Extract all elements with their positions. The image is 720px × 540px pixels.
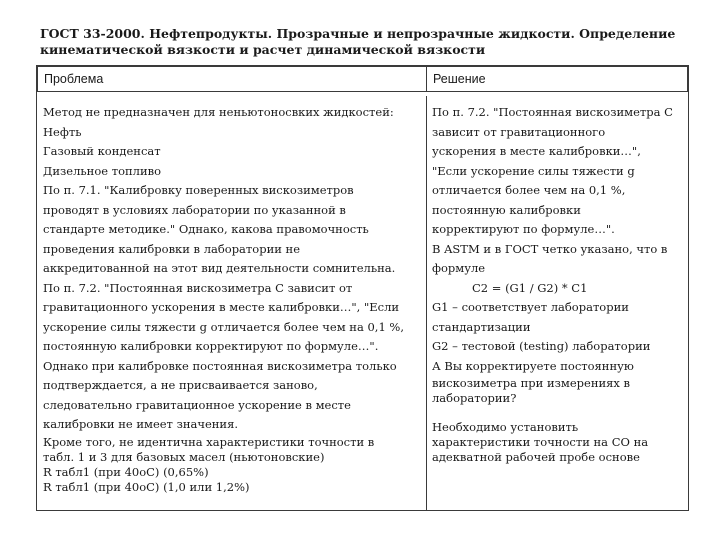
solution-line: G2 – тестовой (testing) лаборатории <box>432 339 651 353</box>
problem-column <box>37 96 427 510</box>
solution-line: А Вы корректируете постоянную <box>432 358 634 373</box>
solution-line: лаборатории? <box>432 391 517 405</box>
solution-line: "Если ускорение силы тяжести g <box>432 163 635 178</box>
solution-line: вискозиметра при измерениях в <box>432 376 631 390</box>
comparison-table <box>36 65 689 511</box>
viscometer-formula: С2 = (G1 / G2) * С1 <box>472 280 588 295</box>
solution-line: корректируют по формуле…". <box>432 222 615 236</box>
solution-line: отличается более чем на 0,1 %, <box>432 183 626 197</box>
problem-line: табл. 1 и 3 для базовых масел (ньютоновские) <box>43 449 325 464</box>
header-solution: Решение <box>426 66 688 92</box>
problem-line: По п. 7.2. "Постоянная вискозиметра С зависит от <box>43 280 353 295</box>
solution-line: Необходимо установить <box>432 420 579 434</box>
problem-line: R табл1 (при 40оС) (1,0 или 1,2%) <box>43 479 250 494</box>
problem-line: подтверждается, а не присваивается заново, <box>43 378 318 392</box>
problem-line: проведения калибровки в лаборатории не <box>43 241 301 256</box>
problem-line: ускорение силы тяжести g отличается более чем на 0,1 %, <box>43 319 405 334</box>
solution-line: формуле <box>432 261 486 275</box>
paragraph-gap <box>432 406 688 420</box>
problem-line: гравитационного ускорения в месте калибровки…", "Если <box>43 300 400 314</box>
problem-line: постоянную калибровки корректируют по формуле…". <box>43 339 379 353</box>
problem-line: Метод не предназначен для неньютоносвких жидкостей: <box>43 105 394 119</box>
solution-line: По п. 7.2. "Постоянная вискозиметра С <box>432 105 673 119</box>
solution-line: зависит от гравитационного <box>432 124 606 139</box>
solution-line: G1 – соответствует лаборатории <box>432 300 629 314</box>
problem-line: Газовый конденсат <box>43 144 161 158</box>
solution-line: постоянную калибровки <box>432 202 581 217</box>
problem-line: следовательно гравитационное ускорение в месте <box>43 397 351 412</box>
problem-line: По п. 7.1. "Калибровку поверенных вискозиметров <box>43 183 354 197</box>
title-line-1: ГОСТ 33-2000. Нефтепродукты. Прозрачные и непрозрачные жидкости. Определение <box>40 26 676 41</box>
slide-title <box>40 26 680 58</box>
problem-line: Нефть <box>43 124 82 139</box>
solution-line: адекватной рабочей пробе основе <box>432 450 640 464</box>
problem-line: R табл1 (при 40оС) (0,65%) <box>43 464 209 479</box>
header-problem: Проблема <box>37 66 427 92</box>
problem-line: Дизельное топливо <box>43 163 162 178</box>
problem-line: Кроме того, не идентична характеристики точности в <box>43 434 375 449</box>
problem-line: калибровки не имеет значения. <box>43 417 239 431</box>
problem-text <box>43 103 426 495</box>
solution-line: характеристики точности на СО на <box>432 435 649 449</box>
solution-column <box>426 96 688 510</box>
problem-line: проводят в условиях лаборатории по указанной в <box>43 202 346 217</box>
solution-line: стандартизации <box>432 319 531 334</box>
problem-line: стандарте методике." Однако, какова правомочность <box>43 222 369 236</box>
title-line-2: кинематической вязкости и расчет динамической вязкости <box>40 42 486 57</box>
solution-line: ускорения в месте калибровки…", <box>432 144 641 158</box>
problem-line: аккредитованной на этот вид деятельности сомнительна. <box>43 261 396 275</box>
problem-line: Однако при калибровке постоянная вискозиметра только <box>43 358 397 373</box>
solution-line: В ASTM и в ГОСТ четко указано, что в <box>432 241 668 256</box>
